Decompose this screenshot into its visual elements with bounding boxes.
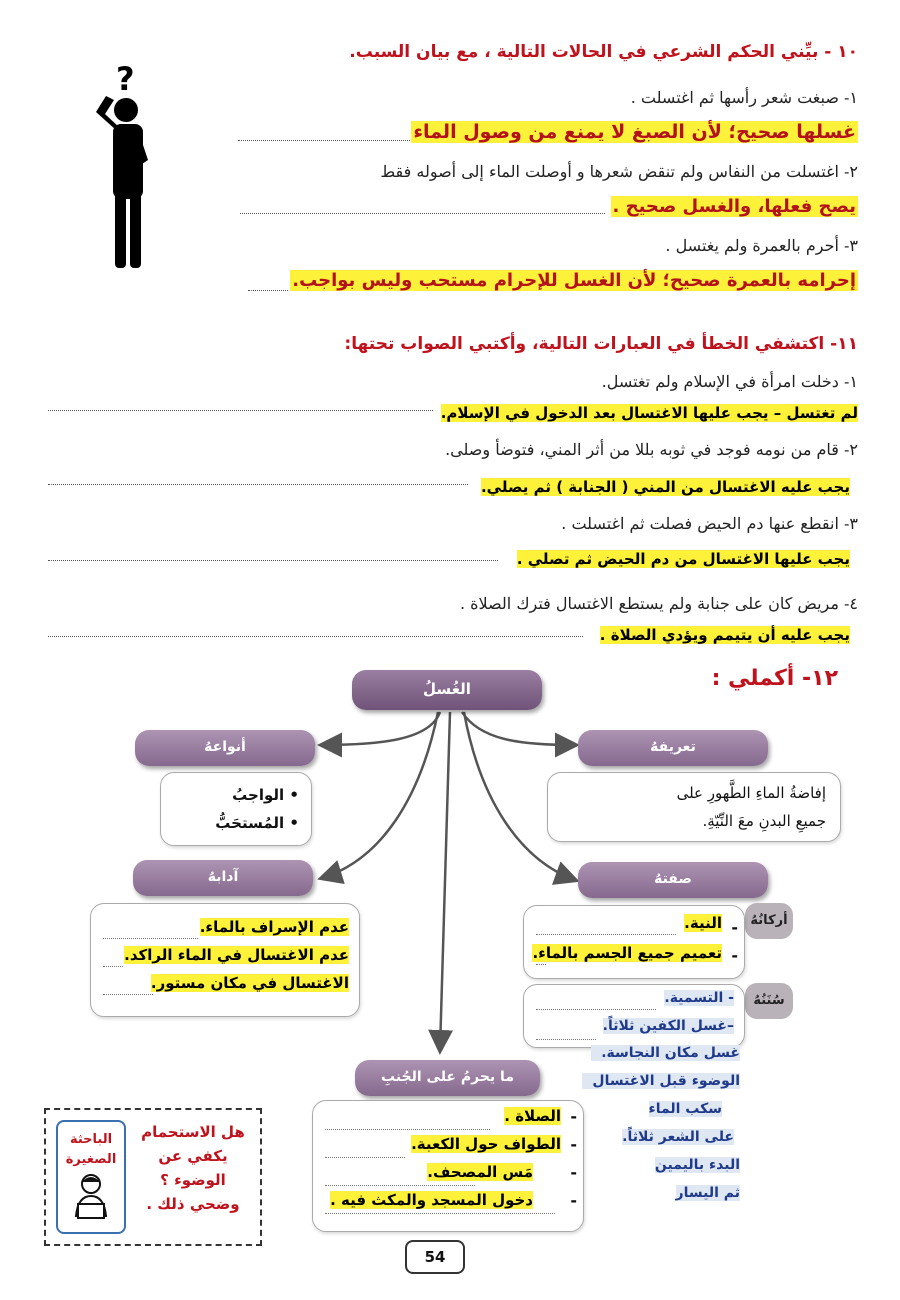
q12-title: ١٢- أكملي : — [711, 666, 838, 691]
q11-statement-3: ٣- انقطع عنها دم الحيض فصلت ثم اغتسلت . — [561, 514, 858, 533]
sunan-item: غسل مكان النجاسة. — [591, 1045, 740, 1061]
sunan-tag: سُنَنُهُ — [745, 983, 793, 1019]
bullet: - — [570, 1163, 577, 1182]
types-box — [160, 772, 312, 846]
description-node: صفتهُ — [578, 862, 768, 898]
pillars-box — [523, 905, 745, 979]
type-item: • الواجبُ — [232, 786, 299, 804]
answer-dots — [103, 938, 198, 939]
researcher-badge — [56, 1120, 126, 1234]
q10-answer-1: غسلها صحيح؛ لأن الصبغ لا يمنع من وصول الماء — [413, 121, 856, 143]
answer-dots — [325, 1185, 475, 1186]
researcher-box — [44, 1108, 262, 1246]
q10-title: ١٠ - بيِّني الحكم الشرعي في الحالات التالية ، مع بيان السبب. — [349, 42, 858, 62]
researcher-question-line: هل الاستحمام — [141, 1123, 245, 1141]
sunan-item: ثم اليسار — [675, 1185, 740, 1201]
girl-at-laptop-icon — [58, 1170, 124, 1222]
answer-dots — [103, 994, 153, 995]
q10-statement-1: ١- صبغت شعر رأسها ثم اغتسلت . — [630, 88, 858, 107]
researcher-question-line: يكفي عن — [158, 1147, 228, 1165]
q11-answer-2: يجب عليه الاغتسال من المني ( الجنابة ) ثم يصلي. — [480, 478, 850, 496]
forbidden-box — [312, 1100, 584, 1232]
type-item: • المُستحَبُّ — [215, 814, 299, 832]
answer-dots — [103, 966, 123, 967]
manners-node: آدابهُ — [133, 860, 313, 896]
pillars-tag: أركانُهُ — [745, 903, 793, 939]
forbidden-item: الطواف حول الكعبة. — [411, 1135, 561, 1153]
definition-line: جميعِ البدنِ معَ النِّيّةِ. — [702, 812, 826, 830]
bullet: - — [731, 946, 738, 965]
q11-statement-1: ١- دخلت امرأة في الإسلام ولم تغتسل. — [601, 372, 858, 391]
bullet: - — [731, 918, 738, 937]
types-node: أنواعهُ — [135, 730, 315, 766]
manners-item: عدم الإسراف بالماء. — [199, 918, 349, 936]
researcher-question-line: الوضوء ؟ — [160, 1171, 226, 1189]
manners-box — [90, 903, 360, 1017]
answer-dots — [536, 1039, 596, 1040]
forbidden-node: ما يحرمُ على الجُنبِ — [355, 1060, 540, 1096]
sunan-item: سكب الماء — [648, 1101, 722, 1117]
q10-statement-2: ٢- اغتسلت من النفاس ولم تنقض شعرها و أوصلت الماء إلى أصوله فقط — [380, 162, 858, 181]
definition-node: تعريفهُ — [578, 730, 768, 766]
definition-line: إفاضةُ الماءِ الطَّهورِ على — [676, 784, 826, 802]
q11-answer-4: يجب عليه أن يتيمم ويؤدي الصلاة . — [599, 626, 850, 644]
definition-box — [547, 772, 841, 842]
bullet: - — [570, 1135, 577, 1154]
q11-statement-4: ٤- مريض كان على جنابة ولم يستطع الاغتسال فترك الصلاة . — [459, 594, 858, 613]
q11-answer-1: لم تغتسل – يجب عليها الاغتسال بعد الدخول في الإسلام. — [440, 404, 858, 422]
manners-item: عدم الاغتسال في الماء الراكد. — [124, 946, 349, 964]
bullet: - — [570, 1107, 577, 1126]
q11-title: ١١- اكتشفي الخطأ في العبارات التالية، وأكتبي الصواب تحتها: — [344, 334, 858, 354]
sunan-item: –غسل الكفين ثلاثاً. — [602, 1018, 734, 1034]
svg-text:?: ? — [116, 60, 135, 98]
researcher-question-line: وضحي ذلك . — [146, 1195, 240, 1213]
manners-item: الاغتسال في مكان مستور. — [150, 974, 349, 992]
badge-line: الصغيرة — [65, 1152, 117, 1167]
q11-answer-3: يجب عليها الاغتسال من دم الحيض ثم تصلي . — [516, 550, 850, 568]
pillar-item: النية. — [684, 914, 722, 932]
answer-dots — [536, 1009, 656, 1010]
answer-dots — [325, 1157, 405, 1158]
q10-answer-3: إحرامه بالعمرة صحيح؛ لأن الغسل للإحرام مستحب وليس بواجب. — [292, 270, 856, 291]
q11-statement-2: ٢- قام من نومه فوجد في ثوبه بللا من أثر المني، فتوضأ وصلى. — [445, 440, 858, 459]
forbidden-item: مَس المصحف. — [427, 1163, 533, 1181]
answer-dots — [536, 934, 676, 935]
q10-statement-3: ٣- أحرم بالعمرة ولم يغتسل . — [665, 236, 858, 255]
sunan-item: على الشعر ثلاثاً. — [622, 1129, 734, 1145]
answer-dots — [536, 964, 546, 965]
sunan-item: - التسمية. — [664, 990, 734, 1006]
center-node: الغُسلُ — [352, 670, 542, 710]
sunan-item: الوضوء قبل الاغتسال — [582, 1073, 740, 1089]
page-number: 54 — [405, 1240, 465, 1274]
pillar-item: تعميم جميع الجسم بالماء. — [532, 944, 722, 962]
forbidden-item: الصلاة . — [504, 1107, 561, 1125]
q10-answer-2: يصح فعلها، والغسل صحيح . — [612, 196, 856, 217]
bullet: - — [570, 1191, 577, 1210]
answer-dots — [325, 1129, 490, 1130]
sunan-item: البدء باليمين — [654, 1157, 740, 1173]
badge-line: الباحثة — [69, 1132, 113, 1147]
answer-dots — [325, 1213, 555, 1214]
forbidden-item: دخول المسجد والمكث فيه . — [330, 1191, 533, 1209]
